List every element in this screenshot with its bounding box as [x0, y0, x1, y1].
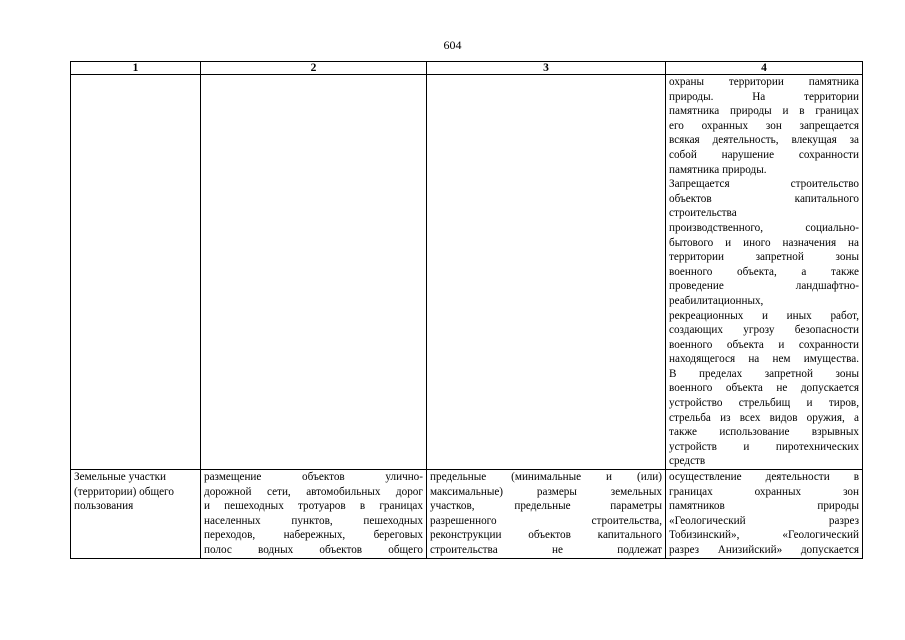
cell-text-line: устройств и пиротехнических: [669, 440, 859, 453]
table-row: [71, 75, 863, 470]
cell-text-line: полос водных объектов общего: [204, 544, 423, 556]
cell-text-line: Тобизинский», «Геологический: [669, 529, 859, 542]
cell-text-line: территории запретной зоны: [669, 251, 859, 264]
cell-text-line: осуществление деятельности в: [669, 471, 859, 484]
column-header-3: 3: [427, 62, 666, 75]
cell-text-line: военного объекта не допускается: [669, 382, 859, 395]
page-number: 604: [443, 38, 462, 52]
cell-text-line: и пешеходных тротуаров в границах: [204, 500, 423, 513]
cell-text-line: средств: [669, 455, 706, 468]
row1-col2: [201, 75, 427, 470]
cell-text-line: В пределах запретной зоны: [669, 367, 859, 380]
table-header-row: [71, 62, 863, 75]
cell-text-line: разрез Анизийский» допускается: [669, 544, 859, 556]
table-row: [71, 470, 863, 559]
cell-text-line: дорожной сети, автомобильных дорог: [204, 485, 423, 498]
cell-text-line: населенных пунктов, пешеходных: [204, 514, 423, 527]
cell-text-line: устройство стрельбищ и тиров,: [669, 397, 859, 410]
cell-text-line: бытового и иного назначения на: [669, 236, 859, 249]
row2-col1: [71, 470, 201, 559]
cell-text-line: всякая деятельность, влекущая за: [669, 134, 859, 147]
cell-text-line: пользования: [74, 500, 134, 513]
cell-text-line: разрешенного строительства,: [430, 514, 662, 527]
row1-col3: [427, 75, 666, 470]
cell-text-line: производственного, социально-: [669, 221, 859, 234]
column-header-4: 4: [666, 62, 863, 75]
cell-text-line: охраны территории памятника: [669, 76, 859, 88]
cell-text-line: памятников природы: [669, 500, 859, 513]
cell-text-line: находящегося на нем имущества.: [669, 353, 859, 366]
cell-text-line: объектов капитального: [669, 192, 859, 205]
cell-text-line: Земельные участки: [74, 471, 167, 484]
cell-text-line: участков, предельные параметры: [430, 500, 662, 513]
cell-text-line: строительства не подлежат: [430, 544, 662, 556]
cell-text-line: природы. На территории: [669, 90, 859, 103]
row2-col4: [666, 470, 863, 559]
row2-col2: [201, 470, 427, 559]
cell-text-line: проведение ландшафтно-: [669, 280, 859, 293]
column-header-2: 2: [201, 62, 427, 75]
cell-text-line: также использование взрывных: [669, 426, 859, 439]
cell-text-line: памятника природы и в границах: [669, 105, 859, 118]
cell-text-line: памятника природы.: [669, 163, 767, 176]
cell-text-line: его охранных зон запрещается: [669, 119, 859, 132]
column-header-1: 1: [71, 62, 201, 75]
cell-text-line: переходов, набережных, береговых: [204, 529, 423, 542]
cell-text-line: границах охранных зон: [669, 485, 859, 498]
cell-text-line: военного объекта, а также: [669, 265, 859, 278]
cell-text-line: реабилитационных,: [669, 294, 764, 307]
cell-text-line: реконструкции объектов капитального: [430, 529, 662, 542]
cell-text-line: максимальные) размеры земельных: [430, 485, 662, 498]
cell-text-line: стрельба из всех видов оружия, а: [669, 411, 859, 424]
cell-text-line: создающих угрозу безопасности: [669, 324, 859, 337]
cell-text-line: «Геологический разрез: [669, 514, 859, 527]
cell-text-line: (территории) общего: [74, 485, 174, 498]
cell-text-line: рекреационных и иных работ,: [669, 309, 859, 322]
cell-text-line: собой нарушение сохранности: [669, 148, 859, 161]
document-table: [70, 61, 863, 559]
cell-text-line: строительства: [669, 207, 737, 220]
row2-col3: [427, 470, 666, 559]
row1-col1: [71, 75, 201, 470]
cell-text-line: военного объекта и сохранности: [669, 338, 859, 351]
cell-text-line: размещение объектов улично-: [204, 471, 423, 484]
cell-text-line: предельные (минимальные и (или): [430, 471, 662, 484]
row1-col4: [666, 75, 863, 470]
cell-text-line: Запрещается строительство: [669, 178, 859, 191]
